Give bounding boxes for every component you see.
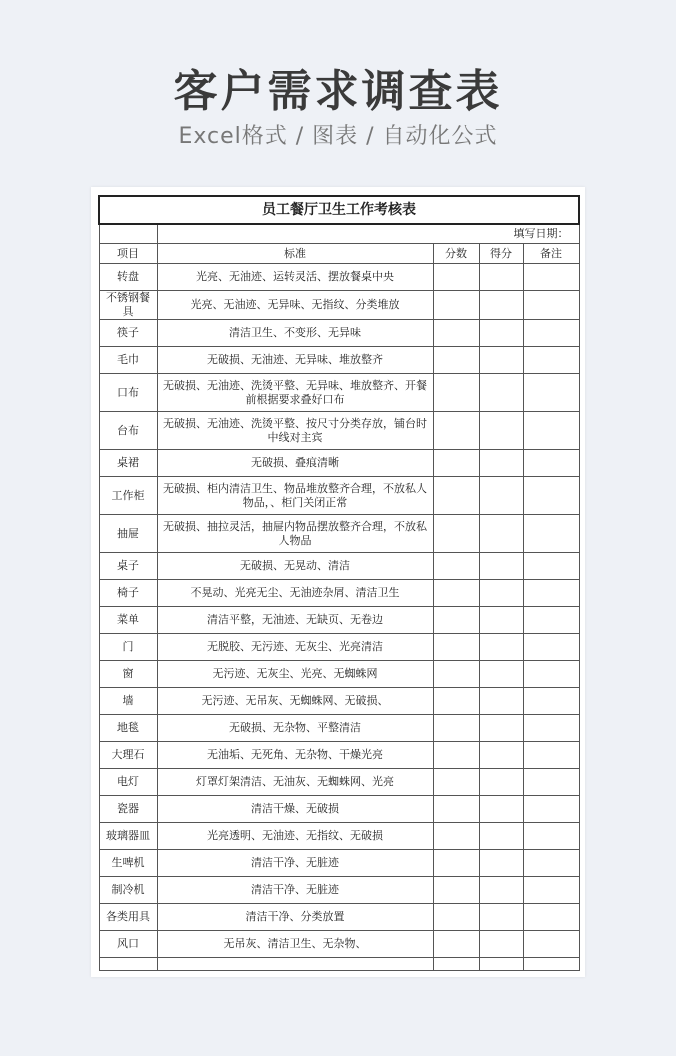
- item-cell: 椅子: [99, 580, 157, 607]
- got-score-cell[interactable]: [479, 320, 523, 347]
- score-cell[interactable]: [433, 931, 479, 958]
- item-cell: 窗: [99, 661, 157, 688]
- score-cell[interactable]: [433, 823, 479, 850]
- got-score-cell[interactable]: [479, 688, 523, 715]
- standard-cell: 无破损、无杂物、平整清洁: [157, 715, 433, 742]
- table-row: [99, 634, 579, 661]
- standard-cell: 无污迹、无吊灰、无蜘蛛网、无破损、: [157, 688, 433, 715]
- hero-subtitle: Excel格式 / 图表 / 自动化公式: [178, 124, 498, 149]
- empty-cell: [523, 958, 579, 971]
- standard-cell: 光亮、无油迹、无异味、无指纹、分类堆放: [157, 291, 433, 320]
- empty-cell: [479, 958, 523, 971]
- table-footer-row: [99, 958, 579, 971]
- item-cell: 桌子: [99, 553, 157, 580]
- item-cell: 桌裙: [99, 450, 157, 477]
- col-header-got-score: 得分: [479, 244, 523, 264]
- score-cell[interactable]: [433, 320, 479, 347]
- score-cell[interactable]: [433, 450, 479, 477]
- item-cell: 墙: [99, 688, 157, 715]
- got-score-cell[interactable]: [479, 347, 523, 374]
- table-row: [99, 412, 579, 450]
- score-cell[interactable]: [433, 412, 479, 450]
- table-row: [99, 715, 579, 742]
- remark-cell[interactable]: [523, 515, 579, 553]
- inspection-form-table: [98, 195, 580, 971]
- standard-cell: 清洁干净、无脏迹: [157, 850, 433, 877]
- score-cell[interactable]: [433, 904, 479, 931]
- item-cell: 大理石: [99, 742, 157, 769]
- score-cell[interactable]: [433, 850, 479, 877]
- remark-cell[interactable]: [523, 850, 579, 877]
- item-cell: 地毯: [99, 715, 157, 742]
- got-score-cell[interactable]: [479, 661, 523, 688]
- standard-cell: 无破损、无油迹、洗烫平整、无异味、堆放整齐、开餐前根据要求叠好口布: [157, 374, 433, 412]
- standard-cell: 无脱胶、无污迹、无灰尘、光亮清洁: [157, 634, 433, 661]
- spreadsheet-preview: [91, 187, 585, 977]
- got-score-cell[interactable]: [479, 877, 523, 904]
- table-row: [99, 580, 579, 607]
- remark-cell[interactable]: [523, 634, 579, 661]
- date-blank-cell: [99, 224, 157, 244]
- score-cell[interactable]: [433, 291, 479, 320]
- remark-cell[interactable]: [523, 374, 579, 412]
- score-cell[interactable]: [433, 347, 479, 374]
- got-score-cell[interactable]: [479, 264, 523, 291]
- got-score-cell[interactable]: [479, 769, 523, 796]
- table-row: [99, 904, 579, 931]
- item-cell: 毛巾: [99, 347, 157, 374]
- remark-cell[interactable]: [523, 264, 579, 291]
- remark-cell[interactable]: [523, 607, 579, 634]
- got-score-cell[interactable]: [479, 450, 523, 477]
- remark-cell[interactable]: [523, 580, 579, 607]
- remark-cell[interactable]: [523, 347, 579, 374]
- col-header-standard: 标准: [157, 244, 433, 264]
- standard-cell: 清洁干净、无脏迹: [157, 877, 433, 904]
- remark-cell[interactable]: [523, 553, 579, 580]
- remark-cell[interactable]: [523, 412, 579, 450]
- table-row: [99, 688, 579, 715]
- empty-cell: [433, 958, 479, 971]
- standard-cell: 灯罩灯架清洁、无油灰、无蜘蛛网、光亮: [157, 769, 433, 796]
- score-cell[interactable]: [433, 477, 479, 515]
- item-cell: 门: [99, 634, 157, 661]
- remark-cell[interactable]: [523, 688, 579, 715]
- item-cell: 菜单: [99, 607, 157, 634]
- score-cell[interactable]: [433, 553, 479, 580]
- got-score-cell[interactable]: [479, 374, 523, 412]
- score-cell[interactable]: [433, 264, 479, 291]
- score-cell[interactable]: [433, 374, 479, 412]
- score-cell[interactable]: [433, 688, 479, 715]
- score-cell[interactable]: [433, 580, 479, 607]
- got-score-cell[interactable]: [479, 607, 523, 634]
- standard-cell: 无破损、无油迹、无异味、堆放整齐: [157, 347, 433, 374]
- standard-cell: 无破损、柜内清洁卫生、物品堆放整齐合理，不放私人物品，、柜门关闭正常: [157, 477, 433, 515]
- table-row: [99, 661, 579, 688]
- standard-cell: 无破损、无晃动、清洁: [157, 553, 433, 580]
- table-row: [99, 264, 579, 291]
- table-row: [99, 291, 579, 320]
- item-cell: 台布: [99, 412, 157, 450]
- empty-cell: [99, 958, 157, 971]
- table-row: [99, 931, 579, 958]
- item-cell: 电灯: [99, 769, 157, 796]
- standard-cell: 无油垢、无死角、无杂物、干燥光亮: [157, 742, 433, 769]
- standard-cell: 清洁卫生、不变形、无异味: [157, 320, 433, 347]
- item-cell: 玻璃器皿: [99, 823, 157, 850]
- score-cell[interactable]: [433, 634, 479, 661]
- item-cell: 制冷机: [99, 877, 157, 904]
- item-cell: 转盘: [99, 264, 157, 291]
- got-score-cell[interactable]: [479, 634, 523, 661]
- item-cell: 工作柜: [99, 477, 157, 515]
- got-score-cell[interactable]: [479, 515, 523, 553]
- remark-cell[interactable]: [523, 477, 579, 515]
- score-cell[interactable]: [433, 515, 479, 553]
- got-score-cell[interactable]: [479, 412, 523, 450]
- got-score-cell[interactable]: [479, 477, 523, 515]
- standard-cell: 清洁平整，无油迹、无缺页、无卷边: [157, 607, 433, 634]
- standard-cell: 无污迹、无灰尘、光亮、无蜘蛛网: [157, 661, 433, 688]
- got-score-cell[interactable]: [479, 291, 523, 320]
- item-cell: 不锈钢餐具: [99, 291, 157, 320]
- remark-cell[interactable]: [523, 661, 579, 688]
- item-cell: 生啤机: [99, 850, 157, 877]
- standard-cell: 光亮透明、无油迹、无指纹、无破损: [157, 823, 433, 850]
- got-score-cell[interactable]: [479, 931, 523, 958]
- item-cell: 瓷器: [99, 796, 157, 823]
- remark-cell[interactable]: [523, 769, 579, 796]
- table-row: [99, 742, 579, 769]
- table-row: [99, 515, 579, 553]
- table-row: [99, 850, 579, 877]
- score-cell[interactable]: [433, 796, 479, 823]
- remark-cell[interactable]: [523, 823, 579, 850]
- table-row: [99, 347, 579, 374]
- table-row: [99, 769, 579, 796]
- remark-cell[interactable]: [523, 450, 579, 477]
- header-row: [99, 244, 579, 264]
- item-cell: 口布: [99, 374, 157, 412]
- got-score-cell[interactable]: [479, 580, 523, 607]
- score-cell[interactable]: [433, 769, 479, 796]
- score-cell[interactable]: [433, 607, 479, 634]
- table-row: [99, 374, 579, 412]
- standard-cell: 无破损、叠痕清晰: [157, 450, 433, 477]
- standard-cell: 光亮、无油迹、运转灵活、摆放餐桌中央: [157, 264, 433, 291]
- standard-cell: 清洁干燥、无破损: [157, 796, 433, 823]
- got-score-cell[interactable]: [479, 553, 523, 580]
- score-cell[interactable]: [433, 715, 479, 742]
- remark-cell[interactable]: [523, 320, 579, 347]
- table-row: [99, 607, 579, 634]
- hero-title: 客户需求调查表: [173, 66, 503, 117]
- standard-cell: 不晃动、光亮无尘、无油迹杂屑、清洁卫生: [157, 580, 433, 607]
- remark-cell[interactable]: [523, 291, 579, 320]
- date-label: 填写日期：: [157, 224, 579, 244]
- standard-cell: 无破损、抽拉灵活，抽屉内物品摆放整齐合理，不放私人物品: [157, 515, 433, 553]
- col-header-remark: 备注: [523, 244, 579, 264]
- standard-cell: 清洁干净、分类放置: [157, 904, 433, 931]
- remark-cell[interactable]: [523, 877, 579, 904]
- got-score-cell[interactable]: [479, 715, 523, 742]
- remark-cell[interactable]: [523, 904, 579, 931]
- table-row: [99, 477, 579, 515]
- item-cell: 筷子: [99, 320, 157, 347]
- remark-cell[interactable]: [523, 715, 579, 742]
- table-row: [99, 553, 579, 580]
- table-row: [99, 796, 579, 823]
- got-score-cell[interactable]: [479, 904, 523, 931]
- remark-cell[interactable]: [523, 796, 579, 823]
- got-score-cell[interactable]: [479, 850, 523, 877]
- form-title: 员工餐厅卫生工作考核表: [99, 196, 579, 224]
- standard-cell: 无吊灰、清洁卫生、无杂物、: [157, 931, 433, 958]
- got-score-cell[interactable]: [479, 823, 523, 850]
- col-header-score: 分数: [433, 244, 479, 264]
- item-cell: 风口: [99, 931, 157, 958]
- table-row: [99, 320, 579, 347]
- got-score-cell[interactable]: [479, 796, 523, 823]
- score-cell[interactable]: [433, 742, 479, 769]
- score-cell[interactable]: [433, 661, 479, 688]
- col-header-item: 项目: [99, 244, 157, 264]
- empty-cell: [157, 958, 433, 971]
- item-cell: 各类用具: [99, 904, 157, 931]
- remark-cell[interactable]: [523, 931, 579, 958]
- table-row: [99, 823, 579, 850]
- standard-cell: 无破损、无油迹、洗烫平整、按尺寸分类存放，铺台时中线对主宾: [157, 412, 433, 450]
- score-cell[interactable]: [433, 877, 479, 904]
- table-row: [99, 450, 579, 477]
- remark-cell[interactable]: [523, 742, 579, 769]
- got-score-cell[interactable]: [479, 742, 523, 769]
- table-row: [99, 877, 579, 904]
- item-cell: 抽屉: [99, 515, 157, 553]
